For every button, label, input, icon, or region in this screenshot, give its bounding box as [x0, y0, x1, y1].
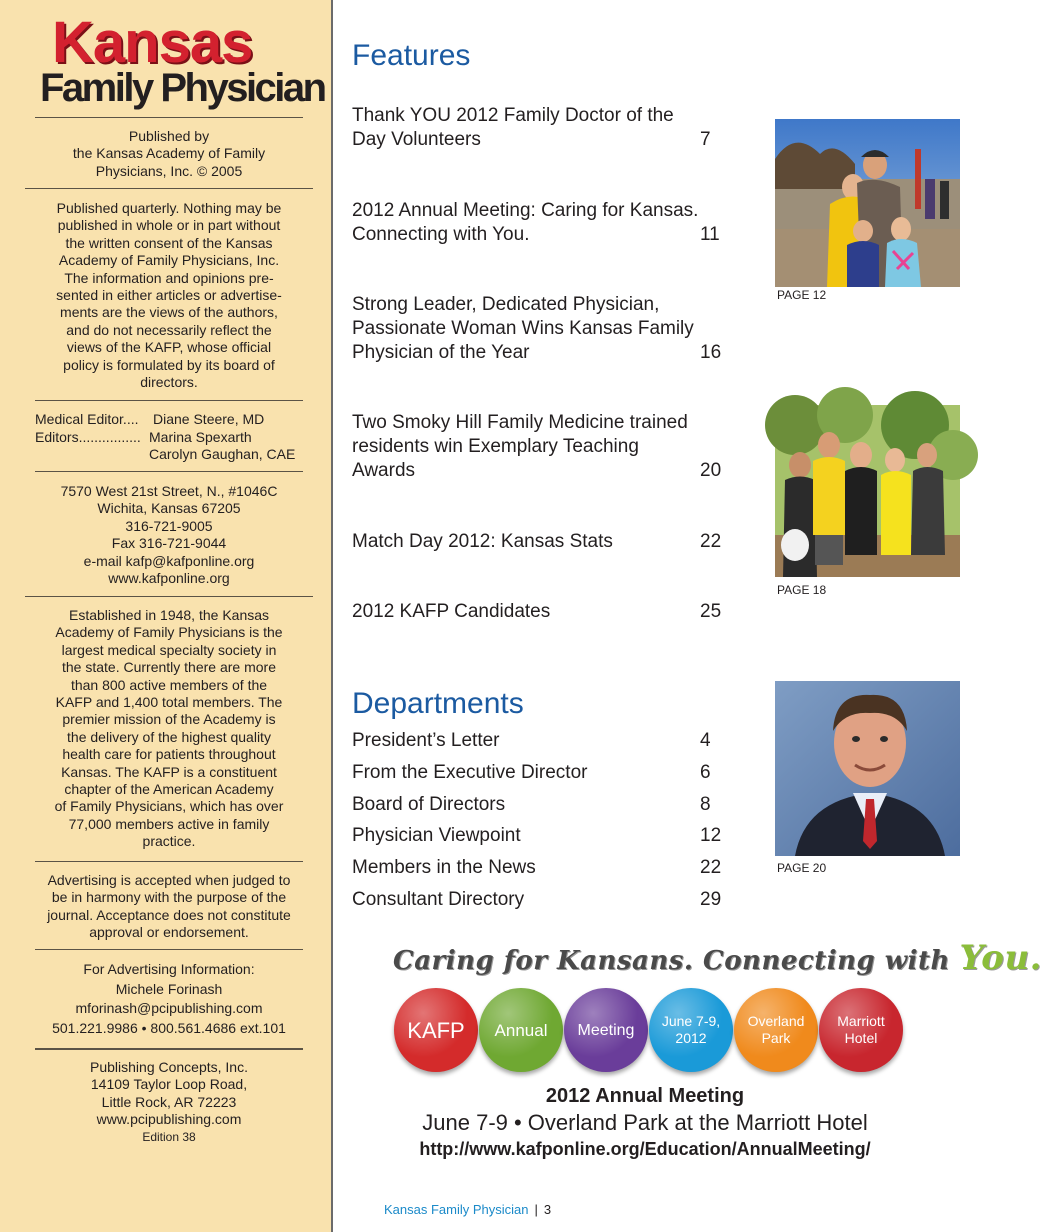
- publisher-info: Publishing Concepts, Inc. 14109 Taylor Loop Road, Little Rock, AR 72223 www.pcipublishing.com Edition 38: [35, 1059, 303, 1146]
- logo-kansas-text: Kansas: [52, 10, 253, 75]
- divider: [35, 1048, 303, 1050]
- department-item[interactable]: Physician Viewpoint 12: [352, 825, 722, 846]
- publication-logo: [0, 10, 333, 110]
- divider: [35, 861, 303, 862]
- feature-page-number: 20: [700, 460, 722, 481]
- department-page-number: 22: [700, 857, 722, 878]
- department-page-number: 8: [700, 794, 711, 815]
- website-link[interactable]: www.kafponline.org: [108, 570, 230, 587]
- publisher-website-link[interactable]: www.pcipublishing.com: [96, 1111, 242, 1128]
- photo-residents-group: [775, 405, 960, 577]
- logo-family-physician-text: Family Physician: [40, 66, 325, 110]
- banner-circle-kafp: KAFP: [394, 988, 478, 1072]
- editors-list: Medical Editor.... Diane Steere, MD Editors................ Marina Spexarth Carolyn Gaughan, CAE: [35, 411, 296, 462]
- divider: [35, 117, 303, 118]
- footer-separator: |: [534, 1202, 538, 1217]
- banner-circle-meeting: Meeting: [564, 988, 648, 1072]
- department-item[interactable]: Members in the News 22: [352, 857, 722, 878]
- disclaimer: Published quarterly. Nothing may be published in whole or in part without the written consent of the Kansas Academy of Family Physicians, Inc. The information and opinions pre- sented in either articles or advertise- ments are the views of the authors, and do not necessarily reflect the views of the KAFP, whose official policy is formulated by its board of directors.: [56, 200, 282, 391]
- feature-item[interactable]: Two Smoky Hill Family Medicine trained residents win Exemplary Teaching Awards 20: [352, 412, 722, 481]
- feature-item[interactable]: 2012 KAFP Candidates 25: [352, 601, 722, 622]
- department-page-number: 29: [700, 889, 722, 910]
- department-item[interactable]: Board of Directors 8: [352, 794, 711, 815]
- divider: [25, 596, 313, 597]
- contact-address: 7570 West 21st Street, N., #1046C Wichita, Kansas 67205 316-721-9005 Fax 316-721-9044 e-mail kafp@kafponline.org www.kafponline.org: [35, 483, 303, 587]
- email-link[interactable]: e-mail kafp@kafponline.org: [83, 552, 255, 569]
- annual-meeting-url-link[interactable]: http://www.kafponline.org/Education/AnnualMeeting/: [419, 1139, 871, 1159]
- feature-page-number: 7: [700, 129, 711, 150]
- advertising-email-link[interactable]: mforinash@pcipublishing.com: [75, 1000, 263, 1016]
- photo-family-volunteers: [775, 119, 960, 287]
- feature-page-number: 25: [700, 601, 722, 622]
- divider: [35, 949, 303, 950]
- annual-meeting-details: June 7-9 • Overland Park at the Marriott Hotel: [422, 1110, 868, 1135]
- published-by: Published by the Kansas Academy of Family Physicians, Inc. © 2005: [72, 128, 266, 179]
- photo-caption: PAGE 12: [777, 288, 827, 302]
- page-number: 3: [543, 1202, 552, 1217]
- department-item[interactable]: From the Executive Director 6: [352, 762, 711, 783]
- banner-circle-date: June 7-9, 2012: [649, 988, 733, 1072]
- divider: [25, 188, 313, 189]
- photo-caption: PAGE 18: [777, 583, 827, 597]
- department-item[interactable]: President’s Letter 4: [352, 730, 711, 751]
- annual-meeting-banner-title: Caring for Kansans. Connecting with You.: [393, 938, 1042, 978]
- department-item[interactable]: Consultant Directory 29: [352, 889, 722, 910]
- feature-item[interactable]: 2012 Annual Meeting: Caring for Kansas. Connecting with You. 11: [352, 200, 720, 245]
- divider: [35, 471, 303, 472]
- feature-item[interactable]: Thank YOU 2012 Family Doctor of the Day Volunteers 7: [352, 105, 711, 150]
- banner-circle-location: Overland Park: [734, 988, 818, 1072]
- department-page-number: 6: [700, 762, 711, 783]
- advertising-policy: Advertising is accepted when judged to be in harmony with the purpose of the journal. Acceptance does not constitute approval or endorsement.: [47, 872, 291, 941]
- features-heading: Features: [352, 39, 471, 72]
- photo-caption: PAGE 20: [777, 861, 827, 875]
- advertising-contact: For Advertising Information: Michele Forinash mforinash@pcipublishing.com 501.221.9986 • 800.561.4686 ext.101: [25, 960, 313, 1038]
- about-academy: Established in 1948, the Kansas Academy of Family Physicians is the largest medical specialty society in the state. Currently there are more than 800 active members of the KAFP and 1,400 total members. The premier mission of the Academy is the delivery of the highest quality health care for patients throughout Kansas. The KAFP is a constituent chapter of the American Academy of Family Physicians, which has over 77,000 members active in family practice.: [54, 607, 284, 850]
- department-page-number: 12: [700, 825, 722, 846]
- feature-page-number: 16: [700, 342, 722, 363]
- page-footer: [384, 1202, 551, 1217]
- feature-page-number: 11: [700, 224, 720, 245]
- feature-page-number: 22: [700, 531, 722, 552]
- divider: [35, 400, 303, 401]
- banner-circle-annual: Annual: [479, 988, 563, 1072]
- footer-publication-name: Kansas Family Physician: [384, 1202, 529, 1217]
- banner-circle-hotel: Marriott Hotel: [819, 988, 903, 1072]
- feature-item[interactable]: Strong Leader, Dedicated Physician, Passionate Woman Wins Kansas Family Physician of the Year 16: [352, 294, 722, 363]
- feature-item[interactable]: Match Day 2012: Kansas Stats 22: [352, 531, 722, 552]
- edition-number: Edition 38: [142, 1129, 196, 1144]
- masthead-sidebar: [0, 0, 333, 1232]
- annual-meeting-title: 2012 Annual Meeting: [545, 1085, 745, 1107]
- photo-physician-portrait: [775, 681, 960, 856]
- departments-heading: Departments: [352, 687, 524, 720]
- department-page-number: 4: [700, 730, 711, 751]
